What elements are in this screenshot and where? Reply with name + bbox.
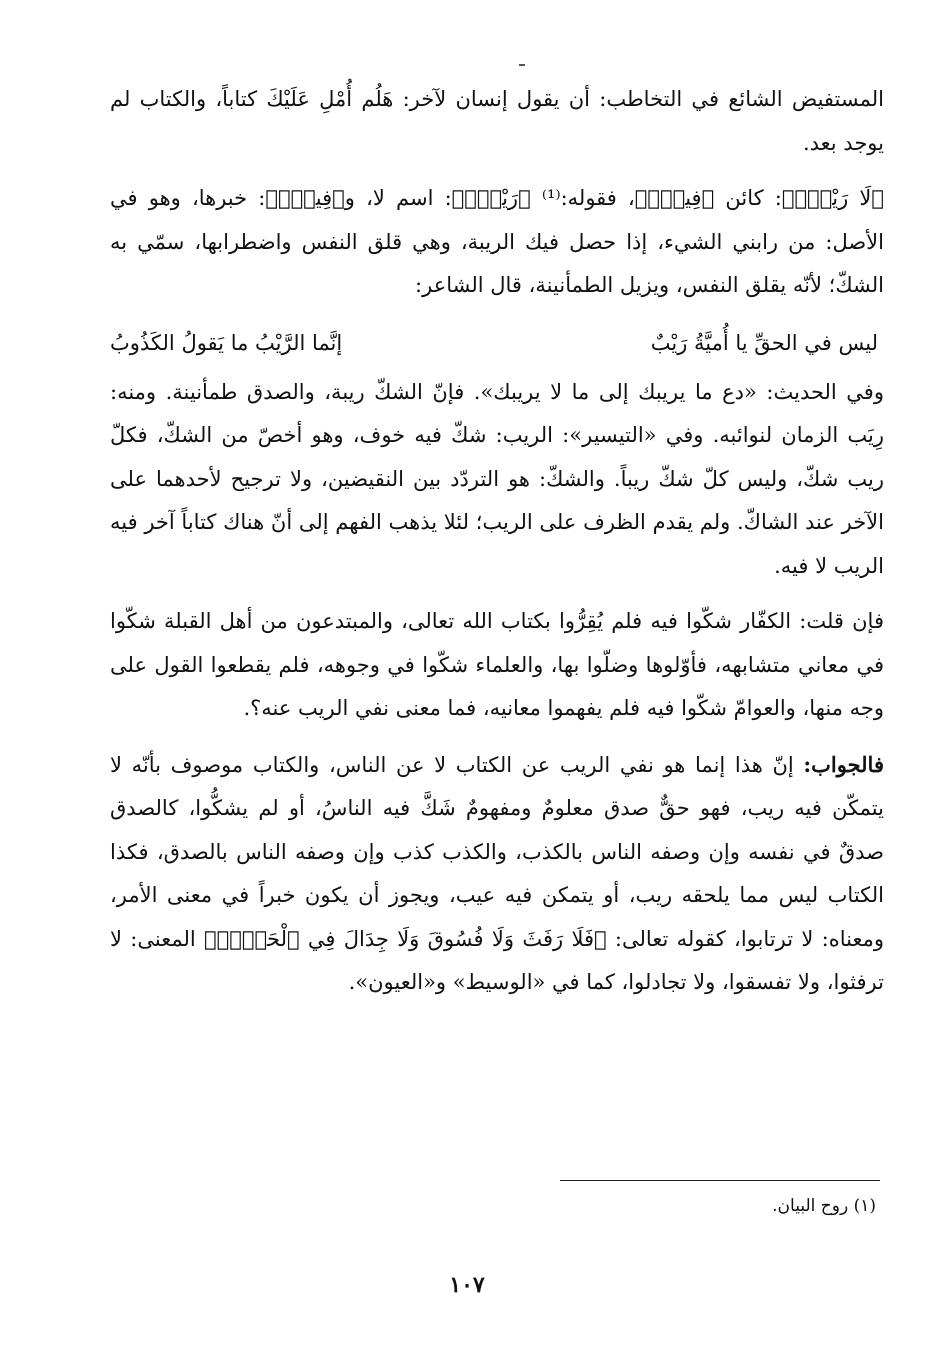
paragraph-3: وفي الحديث: «دع ما يريبك إلى ما لا يريبك». فإنّ الشكّ ريبة، والصدق طمأنينة. ومنه: رِيَب الزمان لنوائبه. وفي «التيسير»: الريب: شكّ فيه خوف، وهو أخصّ من الشكّ، فكلّ ريب شكّ، وليس كلّ شكّ ريباً. والشكّ: هو التردّد بين النقيضين، ولا ترجيح لأحدهما على الآخر عند الشاكّ. ولم يقدم الظرف على الريب؛ لئلا يذهب الفهم إلى أنّ هناك كتاباً آخر فيه الريب لا فيه. [110,379,884,578]
poetry-verse [110,322,884,365]
paragraph-5 [110,743,884,1005]
top-mark [519,64,525,66]
paragraph-2: ﴿لَا رَيْبَۛ﴾: كائن ﴿فِيهِۛ﴾، فقوله:⁽¹⁾ ﴿رَيْبَۛ﴾: اسم لا، و﴿فِيهِۛ﴾: خبرها، وهو في الأصل: من رابني الشيء، إذا حصل فيك الريبة، وهي قلق النفس واضطرابها، سمّي به الشكّ؛ لأنّه يقلق النفس، ويزيل الطمأنينة، قال الشاعر: [110,186,884,297]
paragraph-4: فإن قلت: الكفّار شكّوا فيه فلم يُقِرُّوا بكتاب الله تعالى، والمبتدعون من أهل القبلة شكّوا في معاني متشابهه، فأوّلوها وضلّوا بها، والعلماء شكّوا في وجوهه، فلم يقطعوا القول على وجه منها، والعوامّ شكّوا فيه فلم يفهموا معانيه، فما معنى نفي الريب عنه؟. [110,609,884,720]
paragraph-5-text: إنّ هذا إنما هو نفي الريب عن الكتاب لا عن الناس، والكتاب موصوف بأنّه لا يتمكّن فيه ريب، فهو حقٌّ صدق معلومٌ ومفهومٌ شَكَّ فيه الناسُ، أو لم يشكُّوا، كالصدق صدقٌ في نفسه وإن وصفه الناس بالكذب، والكذب كذب وإن وصفه الناس بالصدق، فكذا الكتاب ليس مما يلحقه ريب، أو يتمكن فيه عيب، ويجوز أن يكون خبراً في معنى الأمر، ومعناه: لا ترتابوا، كقوله تعالى: ﴿فَلَا رَفَثَ وَلَا فُسُوقَ وَلَا جِدَالَ فِي ٱلْحَجِّۗ﴾ المعنى: لا ترفثوا، ولا تفسقوا، ولا تجادلوا، كما في «الوسيط» و«العيون». [110,752,884,994]
page-number: ١٠٧ [449,1272,485,1298]
footnote-separator [560,1180,880,1181]
paragraph-1: المستفيض الشائع في التخاطب: أن يقول إنسان لآخر: هَلُم أُمْلِ عَلَيْكَ كتاباً، والكتاب لم يوجد بعد. [110,87,884,155]
footnote: (١) روح البيان. [772,1196,876,1216]
verse-second-hemistich: إنَّما الرَّيْبُ ما يَقولُ الكَذُوبُ [110,330,343,355]
verse-first-hemistich: ليس في الحقِّ يا أُميَّةُ رَيْبٌ [650,330,878,355]
answer-label: فالجواب: [803,751,884,777]
main-text [110,78,884,1005]
